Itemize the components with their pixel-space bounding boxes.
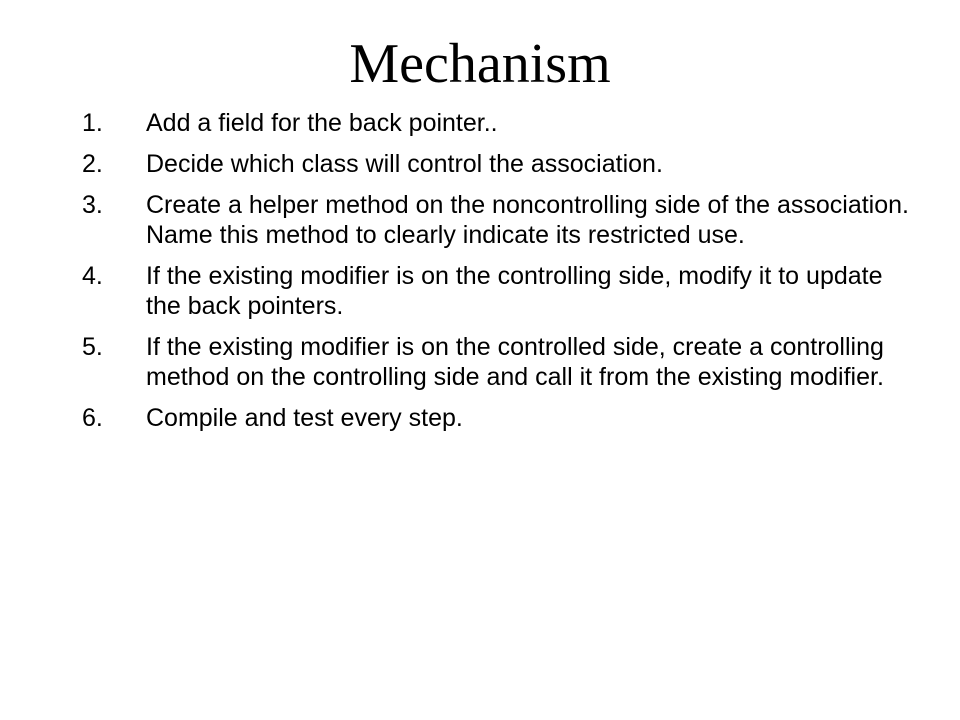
steps-list — [82, 108, 912, 444]
list-item — [82, 108, 912, 138]
step-text: Create a helper method on the noncontrolling side of the association. Name this method to clearly indicate its restricted use. — [146, 191, 909, 249]
step-number: 4. — [82, 262, 103, 290]
list-item — [82, 403, 912, 433]
step-text: Compile and test every step. — [146, 404, 463, 432]
step-number: 5. — [82, 333, 103, 361]
step-text: Add a field for the back pointer.. — [146, 109, 498, 137]
list-item — [82, 190, 912, 250]
list-item — [82, 261, 912, 321]
step-number: 3. — [82, 191, 103, 219]
list-item — [82, 149, 912, 179]
step-text: If the existing modifier is on the controlling side, modify it to update the back pointers. — [146, 262, 883, 320]
step-text: Decide which class will control the association. — [146, 150, 663, 178]
slide-title: Mechanism — [349, 33, 611, 95]
step-number: 2. — [82, 150, 103, 178]
step-number: 6. — [82, 404, 103, 432]
step-number: 1. — [82, 109, 103, 137]
list-item — [82, 332, 912, 392]
step-text: If the existing modifier is on the controlled side, create a controlling method on the controlling side and call it from the existing modifier. — [146, 333, 884, 391]
